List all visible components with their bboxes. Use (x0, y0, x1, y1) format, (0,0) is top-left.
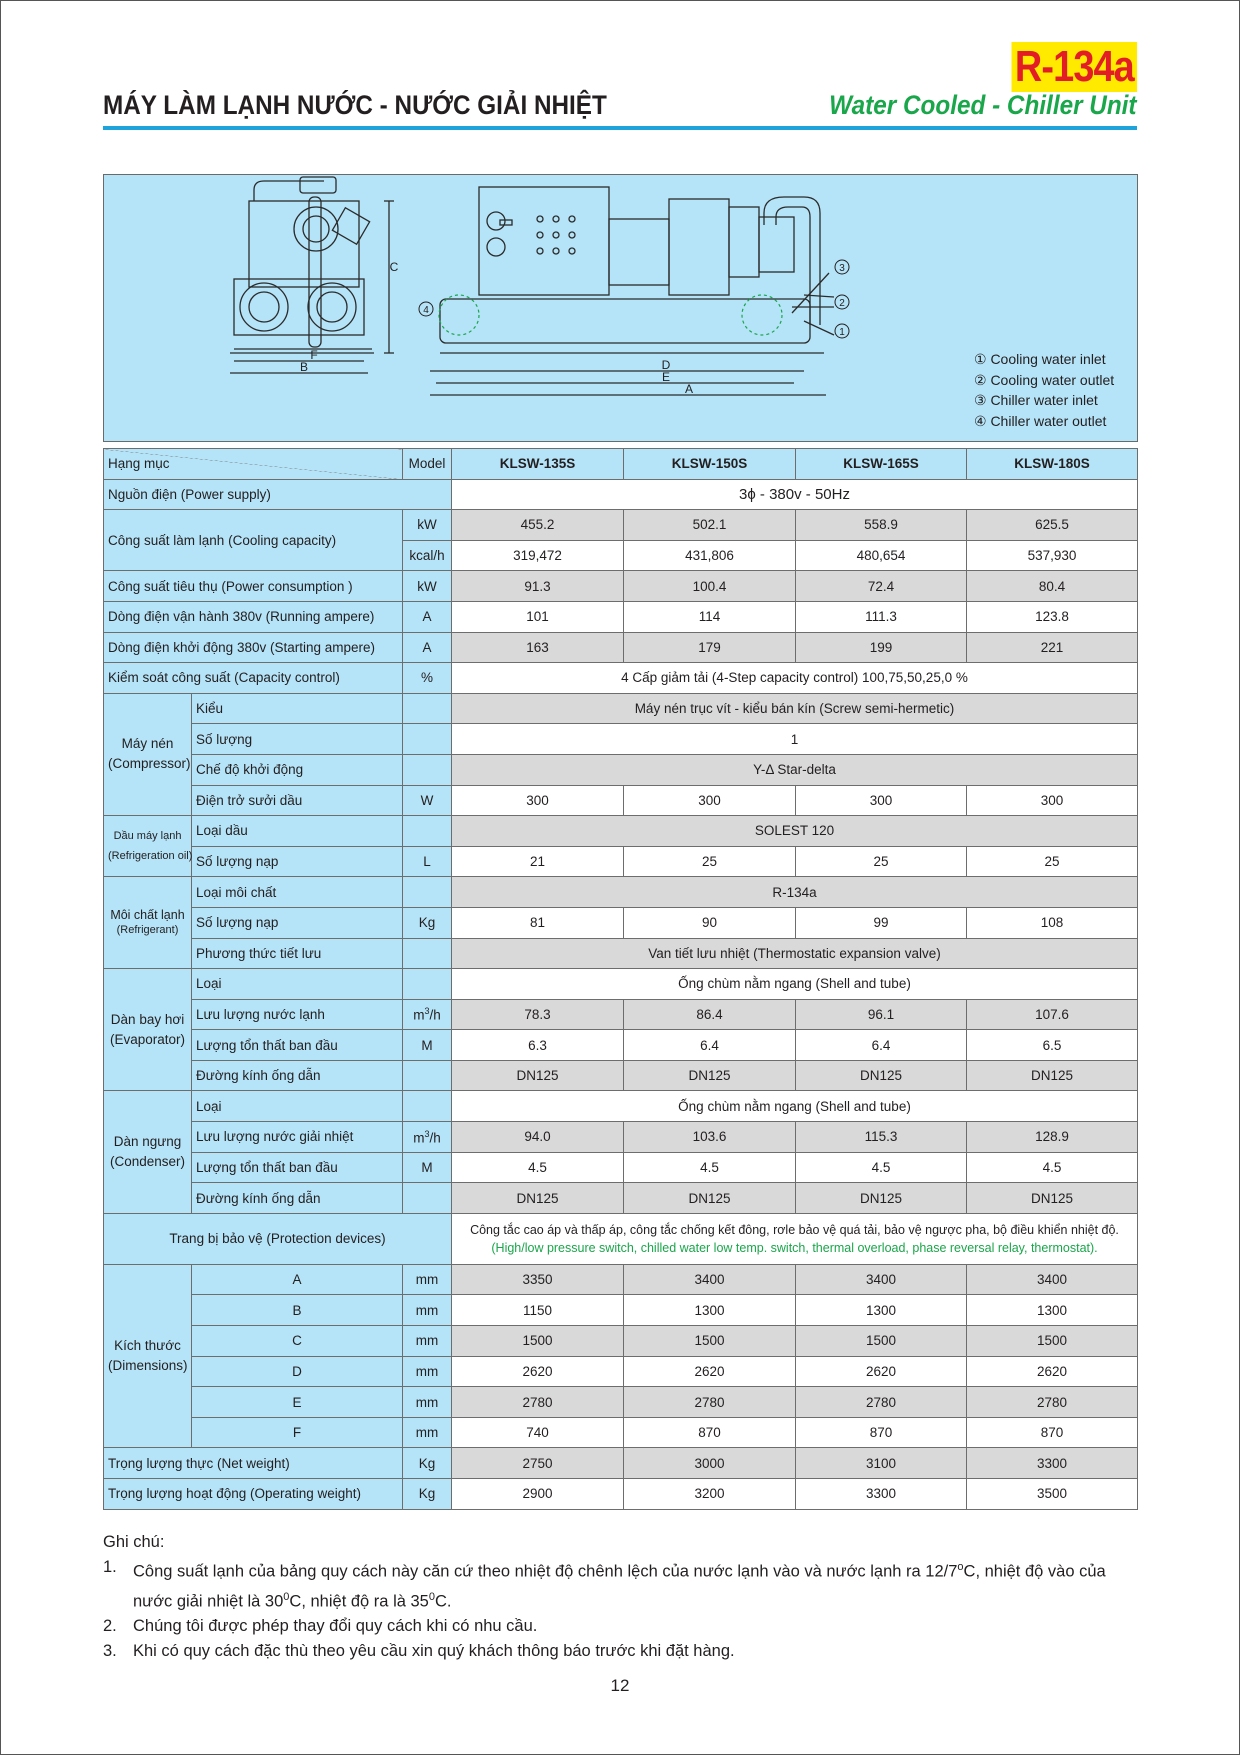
unit-cell (403, 1091, 452, 1122)
value-cell: 96.1 (796, 999, 967, 1030)
value-cell: 1300 (967, 1295, 1138, 1326)
table-row (104, 1479, 1138, 1510)
row-label: Lượng tổn thất ban đầu (192, 1030, 403, 1061)
row-label: Dòng điện vận hành 380v (Running ampere) (104, 601, 403, 632)
table-row (104, 1122, 1138, 1153)
unit-cell: kW (403, 510, 452, 541)
value-cell: 455.2 (452, 510, 624, 541)
unit-cell: mm (403, 1326, 452, 1357)
compressor-qty-value: 1 (452, 724, 1138, 755)
table-row (104, 969, 1138, 1000)
table-row (104, 877, 1138, 908)
value-cell: 625.5 (967, 510, 1138, 541)
value-cell: 4.5 (967, 1152, 1138, 1183)
value-cell: 2620 (452, 1356, 624, 1387)
value-cell: 870 (796, 1417, 967, 1448)
value-cell: 870 (967, 1417, 1138, 1448)
row-label: Lưu lượng nước lạnh (192, 999, 403, 1030)
table-row (104, 846, 1138, 877)
value-cell: DN125 (452, 1183, 624, 1214)
header-rule (103, 126, 1137, 130)
dim-label-f: F (310, 348, 318, 362)
value-cell: 300 (624, 785, 796, 816)
table-row (104, 632, 1138, 663)
table-header-row (104, 449, 1138, 480)
value-cell: 537,930 (967, 540, 1138, 571)
unit-cell (403, 816, 452, 847)
table-row (104, 1213, 1138, 1264)
compressor-start-value: Y-Δ Star-delta (452, 754, 1138, 785)
condenser-type-value: Ống chùm nằm ngang (Shell and tube) (452, 1091, 1138, 1122)
value-cell: 3200 (624, 1479, 796, 1510)
table-row (104, 785, 1138, 816)
unit-cell: M (403, 1152, 452, 1183)
table-row (104, 1060, 1138, 1091)
value-cell: 1500 (967, 1326, 1138, 1357)
unit-cell (403, 969, 452, 1000)
value-cell: 4.5 (624, 1152, 796, 1183)
connection-legend (974, 349, 1114, 431)
page-number: 12 (610, 1676, 630, 1695)
notes-section (103, 1530, 1138, 1664)
value-cell: 3500 (967, 1479, 1138, 1510)
value-cell: 3350 (452, 1264, 624, 1295)
legend-item: ④ Chiller water outlet (974, 412, 1107, 429)
value-cell: 870 (624, 1417, 796, 1448)
value-cell: 107.6 (967, 999, 1138, 1030)
table-row (104, 907, 1138, 938)
value-cell: 25 (796, 846, 967, 877)
row-label: Lưu lượng nước giải nhiệt (192, 1122, 403, 1153)
unit-cell: Kg (403, 1448, 452, 1479)
row-label: Trọng lượng thực (Net weight) (104, 1448, 403, 1479)
value-cell: 6.4 (624, 1030, 796, 1061)
value-cell: 21 (452, 846, 624, 877)
value-cell: 2620 (967, 1356, 1138, 1387)
row-label: Phương thức tiết lưu (192, 938, 403, 969)
model-col: KLSW-180S (967, 449, 1138, 480)
value-cell: 300 (796, 785, 967, 816)
value-cell: 2900 (452, 1479, 624, 1510)
value-cell: 6.5 (967, 1030, 1138, 1061)
value-cell: 3300 (796, 1479, 967, 1510)
note-item (103, 1555, 1138, 1614)
evaporator-type-value: Ống chùm nằm ngang (Shell and tube) (452, 969, 1138, 1000)
unit-cell: mm (403, 1264, 452, 1295)
value-cell: 3400 (624, 1264, 796, 1295)
unit-cell: $m^3/h$ (403, 999, 452, 1030)
value-cell: 2780 (624, 1387, 796, 1418)
value-cell: 3400 (796, 1264, 967, 1295)
model-col: KLSW-135S (452, 449, 624, 480)
value-cell: 502.1 (624, 510, 796, 541)
model-col: KLSW-165S (796, 449, 967, 480)
table-row (104, 1295, 1138, 1326)
dim-label-b: B (299, 360, 309, 374)
unit-cell: kcal/h (403, 540, 452, 571)
unit-cell: mm (403, 1387, 452, 1418)
value-cell: 431,806 (624, 540, 796, 571)
value-cell: 319,472 (452, 540, 624, 571)
refrigerant-badge: R-134a (1011, 42, 1137, 92)
row-label: Trang bị bảo vệ (Protection devices) (104, 1213, 452, 1264)
value-cell: 90 (624, 907, 796, 938)
chiller-diagram (103, 174, 1138, 442)
value-cell: 179 (624, 632, 796, 663)
table-row (104, 510, 1138, 541)
row-label: Số lượng (192, 724, 403, 755)
unit-cell (403, 938, 452, 969)
value-cell: 740 (452, 1417, 624, 1448)
notes-heading: Ghi chú: (103, 1533, 165, 1551)
table-row (104, 663, 1138, 694)
value-cell: 6.3 (452, 1030, 624, 1061)
model-col: KLSW-150S (624, 449, 796, 480)
unit-cell: L (403, 846, 452, 877)
value-cell: 111.3 (796, 601, 967, 632)
callout-2: 2 (839, 298, 845, 309)
row-label: Trọng lượng hoạt động (Operating weight) (104, 1479, 403, 1510)
spec-table (103, 448, 1138, 1510)
page-title-en: Water Cooled - Chiller Unit (829, 90, 1137, 120)
value-cell: 4.5 (452, 1152, 624, 1183)
unit-cell: kW (403, 571, 452, 602)
model-header: Model (403, 449, 452, 480)
dim-label-a: A (684, 382, 694, 396)
value-cell: 108 (967, 907, 1138, 938)
table-row (104, 999, 1138, 1030)
value-cell: 300 (967, 785, 1138, 816)
value-cell: 1500 (624, 1326, 796, 1357)
group-dimensions: Kích thước (Dimensions) (104, 1264, 192, 1448)
value-cell: DN125 (796, 1060, 967, 1091)
unit-cell (403, 693, 452, 724)
row-label: Đường kính ống dẫn (192, 1060, 403, 1091)
table-row (104, 1030, 1138, 1061)
unit-cell: A (403, 601, 452, 632)
legend-item: ② Cooling water outlet (974, 371, 1115, 388)
unit-cell: W (403, 785, 452, 816)
protection-en: (High/low pressure switch, chilled water low temp. switch, thermal overload, phase reversal relay, thermostat). (491, 1240, 1098, 1255)
unit-cell (403, 754, 452, 785)
unit-cell (403, 1183, 452, 1214)
unit-cell: % (403, 663, 452, 694)
note-text: Công suất lạnh của bảng quy cách này căn cứ theo nhiệt độ chênh lệch của nước lạnh vào và nước lạnh ra 12/7$^o$C, nhiệt độ vào của nước giải nhiệt là $30^0C$, nhiệt độ ra là $35^0C$. (133, 1561, 1106, 1610)
table-row (104, 1152, 1138, 1183)
table-row (104, 1183, 1138, 1214)
protection-vn: Công tắc cao áp và thấp áp, công tắc chống kết đông, rơle bảo vệ quá tải, bảo vệ ngược pha, bộ điều khiển nhiệt độ. (470, 1222, 1119, 1237)
value-cell: 199 (796, 632, 967, 663)
value-cell: DN125 (796, 1183, 967, 1214)
page-header (103, 36, 1137, 132)
note-number: 1. (103, 1558, 117, 1576)
row-label: Công suất làm lạnh (Cooling capacity) (104, 510, 403, 571)
value-cell: 2780 (452, 1387, 624, 1418)
value-cell: 1300 (624, 1295, 796, 1326)
dim-label-c: C (389, 260, 399, 274)
page-title-vn: MÁY LÀM LẠNH NƯỚC - NƯỚC GIẢI NHIỆT (103, 90, 607, 120)
value-cell: 94.0 (452, 1122, 624, 1153)
value-cell: 221 (967, 632, 1138, 663)
unit-cell (403, 877, 452, 908)
row-label: Lượng tổn thất ban đầu (192, 1152, 403, 1183)
capacity-control-value: 4 Cấp giảm tải (4-Step capacity control) 100,75,50,25,0 % (452, 663, 1138, 694)
note-item (103, 1614, 1138, 1639)
value-cell: 123.8 (967, 601, 1138, 632)
unit-cell: Kg (403, 1479, 452, 1510)
value-cell: 6.4 (796, 1030, 967, 1061)
value-cell: 72.4 (796, 571, 967, 602)
table-row (104, 1448, 1138, 1479)
value-cell: 25 (967, 846, 1138, 877)
row-label: Chế độ khởi động (192, 754, 403, 785)
dim-name: A (192, 1264, 403, 1295)
note-number: 3. (103, 1642, 117, 1660)
row-label: Loại (192, 1091, 403, 1122)
unit-cell: $m^3/h$ (403, 1122, 452, 1153)
expansion-value: Van tiết lưu nhiệt (Thermostatic expansion valve) (452, 938, 1138, 969)
value-cell: 1150 (452, 1295, 624, 1326)
value-cell: 78.3 (452, 999, 624, 1030)
unit-cell: mm (403, 1417, 452, 1448)
table-row (104, 754, 1138, 785)
table-row (104, 1326, 1138, 1357)
value-cell: 480,654 (796, 540, 967, 571)
value-cell: 86.4 (624, 999, 796, 1030)
value-cell: 2620 (624, 1356, 796, 1387)
value-cell: 91.3 (452, 571, 624, 602)
dim-name: E (192, 1387, 403, 1418)
row-label: Công suất tiêu thụ (Power consumption ) (104, 571, 403, 602)
legend-item: ③ Chiller water inlet (974, 392, 1098, 408)
unit-cell: Kg (403, 907, 452, 938)
table-row (104, 479, 1138, 510)
unit-cell: A (403, 632, 452, 663)
table-row (104, 938, 1138, 969)
row-label: Đường kính ống dẫn (192, 1183, 403, 1214)
table-row (104, 601, 1138, 632)
group-condenser: Dàn ngưng (Condenser) (104, 1091, 192, 1213)
value-cell: 103.6 (624, 1122, 796, 1153)
value-cell: 101 (452, 601, 624, 632)
row-label: Số lượng nạp (192, 846, 403, 877)
value-cell: DN125 (967, 1183, 1138, 1214)
callout-3: 3 (839, 263, 845, 274)
group-oil: Dầu máy lạnh (Refrigeration oil) (104, 816, 192, 877)
table-row (104, 1356, 1138, 1387)
legend-item: ① Cooling water inlet (974, 351, 1106, 367)
value-cell: 114 (624, 601, 796, 632)
compressor-type-value: Máy nén trục vít - kiểu bán kín (Screw semi-hermetic) (452, 693, 1138, 724)
unit-cell (403, 724, 452, 755)
row-label: Điện trở sưởi dầu (192, 785, 403, 816)
value-cell: 163 (452, 632, 624, 663)
value-cell: 1500 (796, 1326, 967, 1357)
value-cell: 128.9 (967, 1122, 1138, 1153)
value-cell: 1300 (796, 1295, 967, 1326)
table-row (104, 816, 1138, 847)
value-cell: 2750 (452, 1448, 624, 1479)
value-cell: 300 (452, 785, 624, 816)
unit-cell: mm (403, 1356, 452, 1387)
unit-cell: M (403, 1030, 452, 1061)
row-label: Loại (192, 969, 403, 1000)
value-cell: 4.5 (796, 1152, 967, 1183)
value-cell: 3100 (796, 1448, 967, 1479)
protection-value (452, 1213, 1138, 1264)
table-row (104, 1264, 1138, 1295)
value-cell: 2780 (967, 1387, 1138, 1418)
value-cell: 558.9 (796, 510, 967, 541)
row-label: Nguồn điện (Power supply) (104, 479, 452, 510)
group-evaporator: Dàn bay hơi (Evaporator) (104, 969, 192, 1091)
note-item (103, 1639, 1138, 1664)
group-compressor: Máy nén (Compressor) (104, 693, 192, 815)
row-label: Kiểu (192, 693, 403, 724)
value-cell: 115.3 (796, 1122, 967, 1153)
dim-label-d: D (661, 358, 671, 372)
item-header: Hạng mục (104, 449, 403, 480)
table-row (104, 1387, 1138, 1418)
value-cell: 2620 (796, 1356, 967, 1387)
value-cell: 25 (624, 846, 796, 877)
dim-name: D (192, 1356, 403, 1387)
power-supply-value: 3ϕ - 380v - 50Hz (452, 479, 1138, 510)
table-row (104, 1417, 1138, 1448)
value-cell: 99 (796, 907, 967, 938)
row-label: Loại dầu (192, 816, 403, 847)
dim-label-e: E (661, 370, 671, 384)
value-cell: 2780 (796, 1387, 967, 1418)
note-text: Chúng tôi được phép thay đổi quy cách khi có nhu cầu. (133, 1617, 538, 1635)
note-text: Khi có quy cách đặc thù theo yêu cầu xin quý khách thông báo trước khi đặt hàng. (133, 1642, 735, 1660)
value-cell: 100.4 (624, 571, 796, 602)
callout-1: 1 (839, 327, 845, 338)
row-label: Số lượng nạp (192, 907, 403, 938)
table-row (104, 724, 1138, 755)
note-number: 2. (103, 1617, 117, 1635)
oil-type-value: SOLEST 120 (452, 816, 1138, 847)
value-cell: 3400 (967, 1264, 1138, 1295)
row-label: Loại môi chất (192, 877, 403, 908)
row-label: Kiểm soát công suất (Capacity control) (104, 663, 403, 694)
value-cell: DN125 (624, 1060, 796, 1091)
value-cell: 3300 (967, 1448, 1138, 1479)
table-row (104, 1091, 1138, 1122)
value-cell: 80.4 (967, 571, 1138, 602)
value-cell: 1500 (452, 1326, 624, 1357)
callout-4: 4 (423, 305, 429, 316)
refrigerant-type-value: R-134a (452, 877, 1138, 908)
value-cell: DN125 (452, 1060, 624, 1091)
unit-cell (403, 1060, 452, 1091)
table-row (104, 693, 1138, 724)
dim-name: F (192, 1417, 403, 1448)
value-cell: DN125 (967, 1060, 1138, 1091)
row-label: Dòng điện khởi động 380v (Starting ampere) (104, 632, 403, 663)
dim-name: C (192, 1326, 403, 1357)
table-row (104, 571, 1138, 602)
unit-cell: mm (403, 1295, 452, 1326)
value-cell: 3000 (624, 1448, 796, 1479)
value-cell: 81 (452, 907, 624, 938)
dim-name: B (192, 1295, 403, 1326)
value-cell: DN125 (624, 1183, 796, 1214)
group-refrigerant: Môi chất lạnh (Refrigerant) (104, 877, 192, 969)
